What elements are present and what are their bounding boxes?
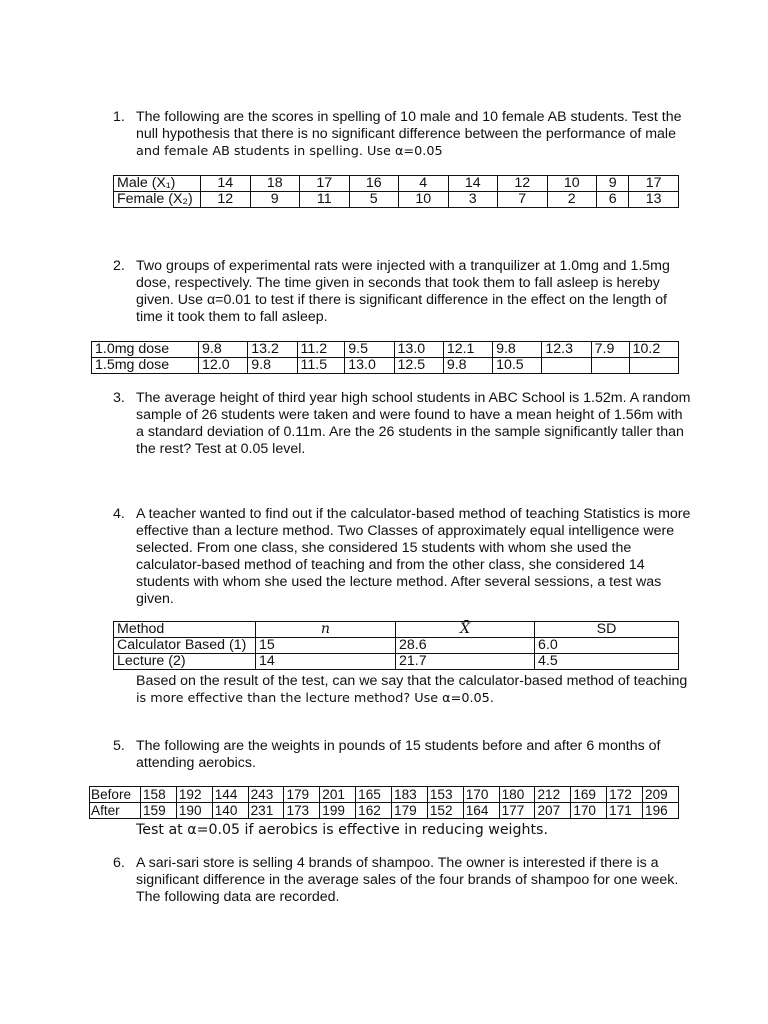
table-cell: 201 xyxy=(320,787,356,803)
table-spelling-scores xyxy=(113,175,679,208)
table-row xyxy=(90,803,679,819)
table-row xyxy=(114,638,679,654)
table-cell: 164 xyxy=(463,803,499,819)
question-text-line: null hypothesis that there is no significant difference between the performance of male xyxy=(136,126,676,142)
table-cell xyxy=(629,358,678,374)
column-header: X̄ xyxy=(396,622,535,638)
row-label: Male (X₁) xyxy=(114,176,201,192)
table-rat-sleep-times xyxy=(91,341,679,374)
table-cell: 14 xyxy=(256,654,396,670)
question-text-line: The following are the weights in pounds of 15 students before and after 6 months of xyxy=(136,738,661,754)
table-cell: 153 xyxy=(427,787,463,803)
question-number: 1. xyxy=(113,109,125,125)
table-cell: 13.0 xyxy=(345,358,394,374)
table-cell: 158 xyxy=(141,787,177,803)
table-row xyxy=(92,342,679,358)
table-cell: 3 xyxy=(448,192,498,208)
question-number: 6. xyxy=(113,855,125,871)
question-text-line: attending aerobics. xyxy=(136,755,256,771)
question-text-line: Based on the result of the test, can we say that the calculator-based method of teaching xyxy=(136,673,688,689)
question-text-line: students with whom she used the lecture method. After several sessions, a test was xyxy=(136,574,662,590)
table-cell: 209 xyxy=(643,787,679,803)
table-cell: 9.8 xyxy=(248,358,297,374)
table-aerobics-weights xyxy=(89,786,679,819)
table-cell: 170 xyxy=(463,787,499,803)
row-label: Before xyxy=(90,787,141,803)
table-cell: 9.8 xyxy=(443,358,492,374)
table-cell: 7 xyxy=(498,192,548,208)
table-cell: 11 xyxy=(300,192,350,208)
table-cell: 15 xyxy=(256,638,396,654)
table-cell: 207 xyxy=(535,803,571,819)
table-cell: 144 xyxy=(212,787,248,803)
question-5-followup: Test at α=0.05 if aerobics is effective in reducing weights. xyxy=(136,822,548,838)
table-cell: 12.3 xyxy=(542,342,591,358)
question-text-line: The following data are recorded. xyxy=(136,889,340,905)
column-header: SD xyxy=(535,622,679,638)
table-cell: 12.1 xyxy=(443,342,492,358)
question-text-line: Two groups of experimental rats were injected with a tranquilizer at 1.0mg and 1.5mg xyxy=(136,258,670,274)
table-cell: 12.0 xyxy=(199,358,248,374)
question-text-line: significant difference in the average sales of the four brands of shampoo for one week. xyxy=(136,872,679,888)
table-cell: 173 xyxy=(284,803,320,819)
table-cell: 172 xyxy=(607,787,643,803)
table-cell: 179 xyxy=(284,787,320,803)
table-cell: Calculator Based (1) xyxy=(114,638,256,654)
table-row xyxy=(92,358,679,374)
table-cell: 9 xyxy=(250,192,300,208)
question-text-line: the rest? Test at 0.05 level. xyxy=(136,441,306,457)
question-text-line: A sari-sari store is selling 4 brands of shampoo. The owner is interested if there is a xyxy=(136,855,659,871)
table-cell: 171 xyxy=(607,803,643,819)
question-text-line: The average height of third year high school students in ABC School is 1.52m. A random xyxy=(136,390,691,406)
question-text-line: time it took them to fall asleep. xyxy=(136,309,328,325)
table-row xyxy=(114,192,679,208)
table-cell: 231 xyxy=(248,803,284,819)
table-cell: 10 xyxy=(547,176,597,192)
table-cell: 10.2 xyxy=(629,342,678,358)
table-cell: 9 xyxy=(597,176,629,192)
table-cell: 9.8 xyxy=(493,342,542,358)
table-row xyxy=(114,176,679,192)
table-cell: 11.5 xyxy=(297,358,345,374)
table-cell: 17 xyxy=(300,176,350,192)
question-text-line: sample of 26 students were taken and were found to have a mean height of 1.56m with xyxy=(136,407,683,423)
table-cell: 179 xyxy=(392,803,428,819)
table-cell: 183 xyxy=(392,787,428,803)
question-text-line: given. xyxy=(136,591,174,607)
row-label: After xyxy=(90,803,141,819)
question-text-line: a standard deviation of 0.11m. Are the 26 students in the sample significantly taller than xyxy=(136,424,684,440)
table-row xyxy=(90,787,679,803)
table-cell: 190 xyxy=(176,803,212,819)
row-label: Female (X₂) xyxy=(114,192,201,208)
question-text-line: effective than a lecture method. Two Classes of approximately equal intelligence were xyxy=(136,523,675,539)
table-cell: 7.9 xyxy=(591,342,629,358)
table-cell: 18 xyxy=(250,176,300,192)
table-cell: 169 xyxy=(571,787,607,803)
question-text-line: selected. From one class, she considered 15 students with whom she used the xyxy=(136,540,632,556)
table-cell: 10.5 xyxy=(493,358,542,374)
question-text-line: A teacher wanted to find out if the calculator-based method of teaching Statistics is more xyxy=(136,506,691,522)
table-cell: 192 xyxy=(176,787,212,803)
table-cell: 28.6 xyxy=(396,638,535,654)
table-cell: 170 xyxy=(571,803,607,819)
table-cell: Lecture (2) xyxy=(114,654,256,670)
table-cell: 14 xyxy=(448,176,498,192)
table-cell: 14 xyxy=(201,176,251,192)
table-cell: 165 xyxy=(356,787,392,803)
table-cell: 12 xyxy=(201,192,251,208)
table-cell: 243 xyxy=(248,787,284,803)
question-text-line: The following are the scores in spelling of 10 male and 10 female AB students. Test the xyxy=(136,109,682,125)
table-cell: 159 xyxy=(141,803,177,819)
column-header: Method xyxy=(114,622,256,638)
question-text-line: dose, respectively. The time given in seconds that took them to fall asleep is hereby xyxy=(136,275,660,291)
table-cell: 6 xyxy=(597,192,629,208)
table-cell: 2 xyxy=(547,192,597,208)
table-cell: 212 xyxy=(535,787,571,803)
table-cell: 9.8 xyxy=(199,342,248,358)
table-cell: 6.0 xyxy=(535,638,679,654)
table-cell: 140 xyxy=(212,803,248,819)
table-row xyxy=(114,654,679,670)
table-cell: 162 xyxy=(356,803,392,819)
table-cell: 4.5 xyxy=(535,654,679,670)
table-cell: 13.0 xyxy=(394,342,443,358)
table-cell: 5 xyxy=(349,192,399,208)
question-number: 4. xyxy=(113,506,125,522)
table-teaching-methods xyxy=(113,621,679,670)
table-cell: 13.2 xyxy=(248,342,297,358)
table-cell: 11.2 xyxy=(297,342,345,358)
question-number: 2. xyxy=(113,258,125,274)
table-cell: 21.7 xyxy=(396,654,535,670)
table-cell: 12 xyxy=(498,176,548,192)
table-cell: 177 xyxy=(499,803,535,819)
question-text-line: given. Use α=0.01 to test if there is significant difference in the effect on the length of xyxy=(136,292,667,308)
table-cell: 196 xyxy=(643,803,679,819)
question-number: 5. xyxy=(113,738,125,754)
table-header-row xyxy=(114,622,679,638)
table-cell: 152 xyxy=(427,803,463,819)
table-cell: 16 xyxy=(349,176,399,192)
table-cell: 13 xyxy=(629,192,679,208)
question-text-line: and female AB students in spelling. Use α=0.05 xyxy=(136,144,443,159)
table-cell xyxy=(591,358,629,374)
table-cell: 17 xyxy=(629,176,679,192)
row-label: 1.5mg dose xyxy=(92,358,199,374)
table-cell: 4 xyxy=(399,176,449,192)
table-cell xyxy=(542,358,591,374)
table-cell: 10 xyxy=(399,192,449,208)
table-cell: 180 xyxy=(499,787,535,803)
table-cell: 9.5 xyxy=(345,342,394,358)
column-header: n xyxy=(256,622,396,638)
question-text-line: is more effective than the lecture method? Use α=0.05. xyxy=(136,691,494,706)
table-cell: 199 xyxy=(320,803,356,819)
table-cell: 12.5 xyxy=(394,358,443,374)
row-label: 1.0mg dose xyxy=(92,342,199,358)
question-4-followup xyxy=(136,673,687,707)
question-number: 3. xyxy=(113,390,125,406)
question-text-line: calculator-based method of teaching and from the other class, she considered 14 xyxy=(136,557,645,573)
